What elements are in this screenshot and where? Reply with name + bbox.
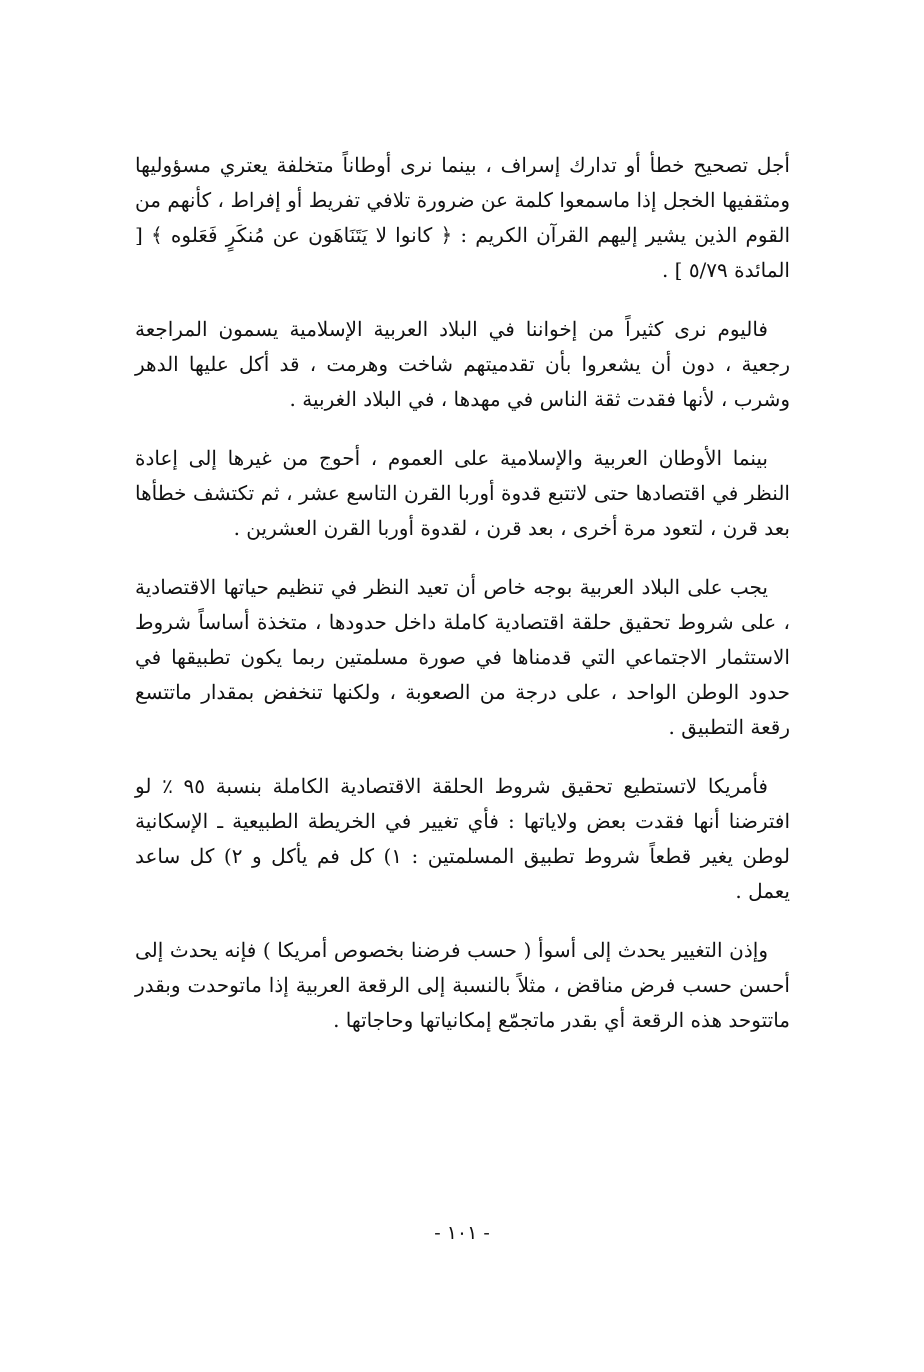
paragraph-4: يجب على البلاد العربية بوجه خاص أن تعيد النظر في تنظيم حياتها الاقتصادية ، على شروط تحقيق حلقة اقتصادية كاملة داخل حدودها ، متخذة أساساً شروط الاستثمار الاجتماعي التي قدمناها في صورة مسلمتين ربما يكون تطبيقها في حدود الوطن الواحد ، على درجة من الصعوبة ، ولكنها تنخفض بمقدار ماتتسع رقعة التطبيق . (135, 575, 790, 739)
page-number: - ١٠١ - (434, 1222, 490, 1244)
paragraph-1: أجل تصحيح خطأ أو تدارك إسراف ، بينما نرى أوطاناً متخلفة يعتري مسؤوليها ومثقفيها الخجل إذا ماسمعوا كلمة عن ضرورة تلافي تفريط أو إفراط ، كأنهم من القوم الذين يشير إليهم القرآن الكريم : ﴿ كانوا لا يَتَنَاهَون عن مُنكَرٍ فَعَلوه ﴾ [ المائدة ٥/٧٩ ] . (135, 153, 790, 282)
body-text (135, 148, 790, 1062)
paragraph-5: فأمريكا لاتستطيع تحقيق شروط الحلقة الاقتصادية الكاملة بنسبة ٩٥ ٪ لو افترضنا أنها فقدت بعض ولاياتها : فأي تغيير في الخريطة الطبيعية ـ الإسكانية لوطن يغير قطعاً شروط تطبيق المسلمتين : ١) كل فم يأكل و ٢) كل ساعد يعمل . (135, 774, 790, 903)
paragraph-2: فاليوم نرى كثيراً من إخواننا في البلاد العربية الإسلامية يسمون المراجعة رجعية ، دون أن يشعروا بأن تقدميتهم شاخت وهرمت ، قد أكل عليها الدهر وشرب ، لأنها فقدت ثقة الناس في مهدها ، في البلاد الغربية . (135, 317, 790, 411)
paragraph-6: وإذن التغيير يحدث إلى أسوأ ( حسب فرضنا بخصوص أمريكا ) فإنه يحدث إلى أحسن حسب فرض مناقض ، مثلاً بالنسبة إلى الرقعة العربية إذا ماتوحدت وبقدر ماتتوحد هذه الرقعة أي بقدر ماتجمّع إمكانياتها وحاجاتها . (135, 938, 790, 1032)
paragraph-3: بينما الأوطان العربية والإسلامية على العموم ، أحوج من غيرها إلى إعادة النظر في اقتصادها حتى لاتتبع قدوة أوربا القرن التاسع عشر ، ثم تكتشف خطأها بعد قرن ، لتعود مرة أخرى ، بعد قرن ، لقدوة أوربا القرن العشرين . (135, 446, 790, 540)
